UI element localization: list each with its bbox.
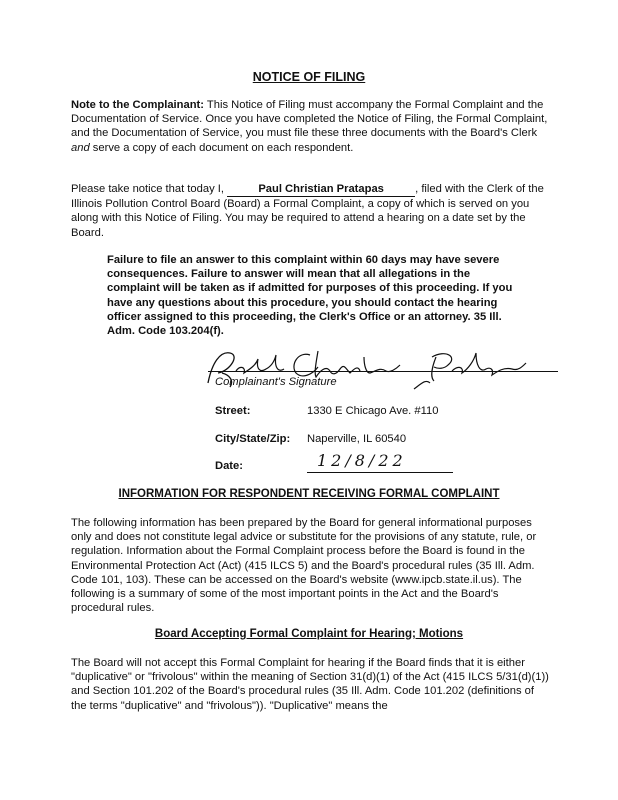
page-title: NOTICE OF FILING <box>252 70 366 84</box>
note-to-complainant <box>71 98 551 155</box>
notice-prefix: Please take notice that today I, <box>71 183 224 195</box>
info-heading: INFORMATION FOR RESPONDENT RECEIVING FORMAL COMPLAINT <box>118 488 500 500</box>
street-label: Street: <box>215 405 251 417</box>
note-label: Note to the Complainant: <box>71 99 204 111</box>
date-value: 12/8/22 <box>317 451 407 470</box>
complainant-name-field: Paul Christian Pratapas <box>227 182 415 197</box>
date-label: Date: <box>215 460 243 472</box>
city-value: Naperville, IL 60540 <box>307 433 407 445</box>
info-paragraph: The following information has been prepared by the Board for general informational purposes only and does not constitute legal advice or substitute for the provisions of any statute, rule, or regulation. Information about the Formal Complaint process before the Board is found in the Environmental Protection Act (Act) (415 ILCS 5) and the Board's procedural rules (35 Ill. Adm. Code 101, 103). These can be accessed on the Board's website (www.ipcb.state.il.us). The following is a summary of some of the most important points in the Act and the Board's procedural rules. <box>71 517 537 615</box>
accepting-paragraph: The Board will not accept this Formal Complaint for hearing if the Board finds that it is either "duplicative" or "frivolous" within the meaning of Section 31(d)(1) of the Act (415 ILCS 5/31(d)(1)) and Section 101.202 of the Board's procedural rules (35 Ill. Adm. Code 101.202 (definitions of the terms "duplicative" and "frivolous")). "Duplicative" means the <box>71 657 549 712</box>
notice-suffix: , filed with the Clerk of the Illinois Pollution Control Board (Board) a Formal Complaint, a copy of which is served on you along with this Notice of Filing. You may be required to attend a hearing on a date set by the Board. <box>71 183 544 239</box>
city-label: City/State/Zip: <box>215 433 291 445</box>
notice-paragraph <box>71 182 551 240</box>
signature-caption: Complainant's Signature <box>215 376 337 388</box>
accepting-heading: Board Accepting Formal Complaint for Hearing; Motions <box>154 628 464 640</box>
note-text-end: serve a copy of each document on each respondent. <box>92 141 354 154</box>
street-value: 1330 E Chicago Ave. #110 <box>307 405 439 417</box>
note-text: This Notice of Filing must accompany the Formal Complaint and the Documentation of Service. Once you have completed the Notice of Filing, the Formal Complaint, and the Documentation of Service, you must file these three documents with the Board's Clerk <box>71 99 548 140</box>
date-line <box>307 472 453 473</box>
note-and-word: and <box>71 141 90 154</box>
signature-line <box>208 371 558 372</box>
warning-paragraph: Failure to file an answer to this complaint within 60 days may have severe consequences. Failure to answer will mean that all allegations in the complaint will be taken as if admitted for purposes of this proceeding. If you have any questions about this procedure, you should contact the hearing officer assigned to this proceeding, the Clerk's Office or an attorney. 35 Ill. Adm. Code 103.204(f). <box>107 254 513 338</box>
